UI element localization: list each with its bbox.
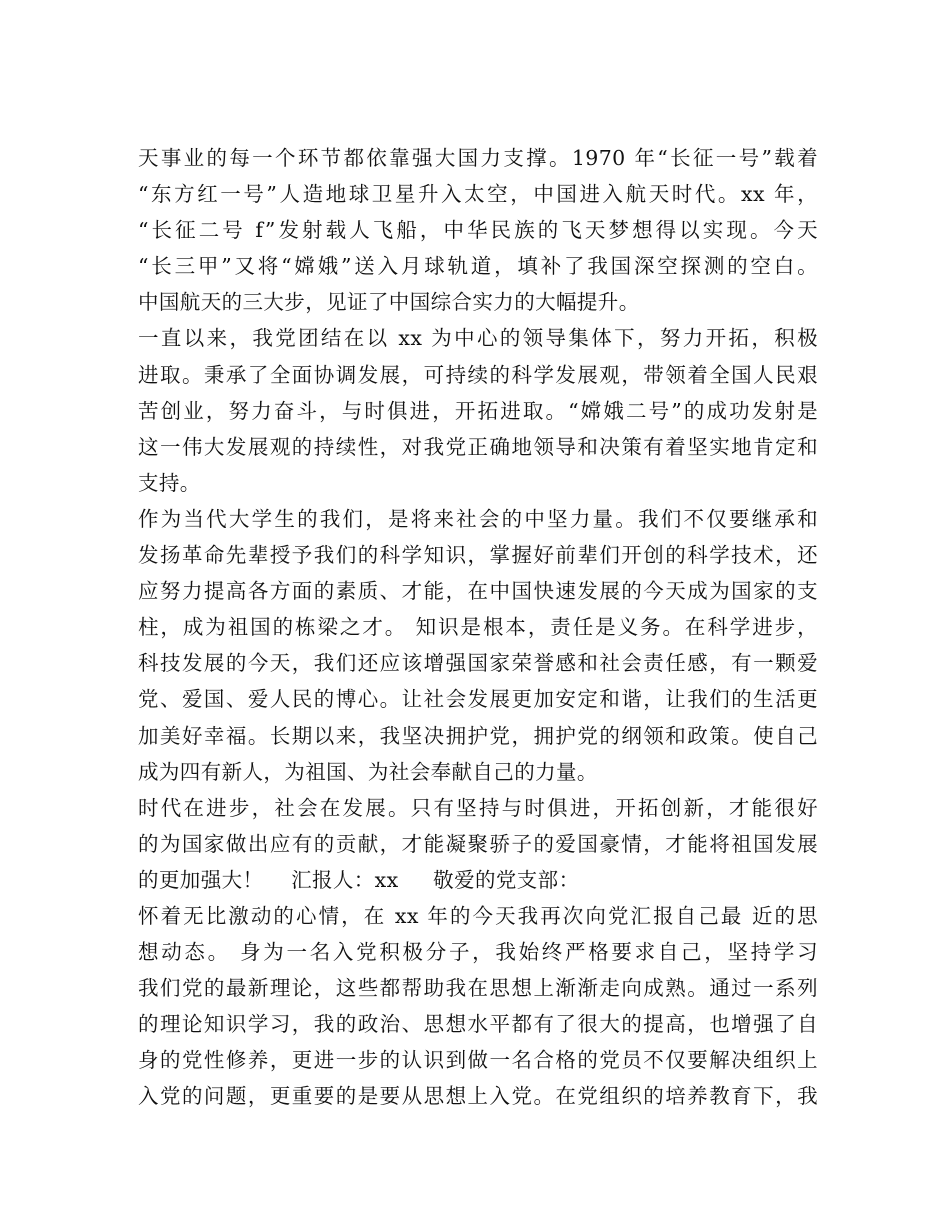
text-line: 的理论知识学习，我的政治、思想水平都有了很大的提高，也增强了自 (138, 1012, 818, 1037)
text-line: 入党的问题，更重要的是要从思想上入党。在党组织的培养教育下，我 (138, 1084, 818, 1109)
text-line: 中国航天的三大步，见证了中国综合实力的大幅提升。 (138, 290, 640, 315)
text-line: 时代在进步，社会在发展。只有坚持与时俱进，开拓创新，才能很好 (138, 795, 818, 820)
text-line: 想动态。 身为一名入党积极分子，我始终严格要求自己，坚持学习 (138, 940, 818, 965)
text-line: 苦创业，努力奋斗，与时俱进，开拓进取。“嫦娥二号”的成功发射是 (138, 398, 818, 423)
text-line: 柱，成为祖国的栋梁之才。 知识是根本，责任是义务。在科学进步， (138, 615, 818, 640)
text-line: “东方红一号”人造地球卫星升入太空，中国进入航天时代。xx 年， (138, 182, 818, 207)
text-line: 加美好幸福。长期以来，我坚决拥护党，拥护党的纲领和政策。使自己 (138, 723, 818, 748)
text-line: 身的党性修养，更进一步的认识到做一名合格的党员不仅要解决组织上 (138, 1048, 818, 1073)
text-line: “长三甲”又将“嫦娥”送入月球轨道，填补了我国深空探测的空白。 (138, 254, 818, 279)
text-line: 怀着无比激动的心情，在 xx 年的今天我再次向党汇报自己最 近的思 (138, 903, 818, 928)
document-body (138, 140, 818, 1115)
text-line: 我们党的最新理论，这些都帮助我在思想上渐渐走向成熟。通过一系列 (138, 976, 818, 1001)
text-line: 一直以来，我党团结在以 xx 为中心的领导集体下，努力开拓，积极 (138, 326, 818, 351)
text-line: 应努力提高各方面的素质、才能，在中国快速发展的今天成为国家的支 (138, 579, 818, 604)
text-line: 进取。秉承了全面协调发展，可持续的科学发展观，带领着全国人民艰 (138, 362, 818, 387)
text-line: 的为国家做出应有的贡献，才能凝聚骄子的爱国豪情，才能将祖国发展 (138, 831, 818, 856)
text-line: 发扬革命先辈授予我们的科学知识，掌握好前辈们开创的科学技术，还 (138, 543, 818, 568)
text-line: 成为四有新人，为祖国、为社会奉献自己的力量。 (138, 759, 598, 784)
text-line: 作为当代大学生的我们，是将来社会的中坚力量。我们不仅要继承和 (138, 506, 818, 531)
text-line: 的更加强大！ 汇报人：xx 敬爱的党支部： (138, 867, 580, 892)
text-line: 这一伟大发展观的持续性，对我党正确地领导和决策有着坚实地肯定和 (138, 434, 818, 459)
text-line: 天事业的每一个环节都依靠强大国力支撑。1970 年“长征一号”载着 (138, 146, 818, 170)
text-line: 科技发展的今天，我们还应该增强国家荣誉感和社会责任感，有一颗爱 (138, 651, 818, 676)
text-line: 支持。 (138, 470, 201, 495)
text-line: “长征二号 f”发射载人飞船，中华民族的飞天梦想得以实现。今天 (138, 218, 818, 243)
text-line: 党、爱国、爱人民的博心。让社会发展更加安定和谐，让我们的生活更 (138, 687, 818, 712)
